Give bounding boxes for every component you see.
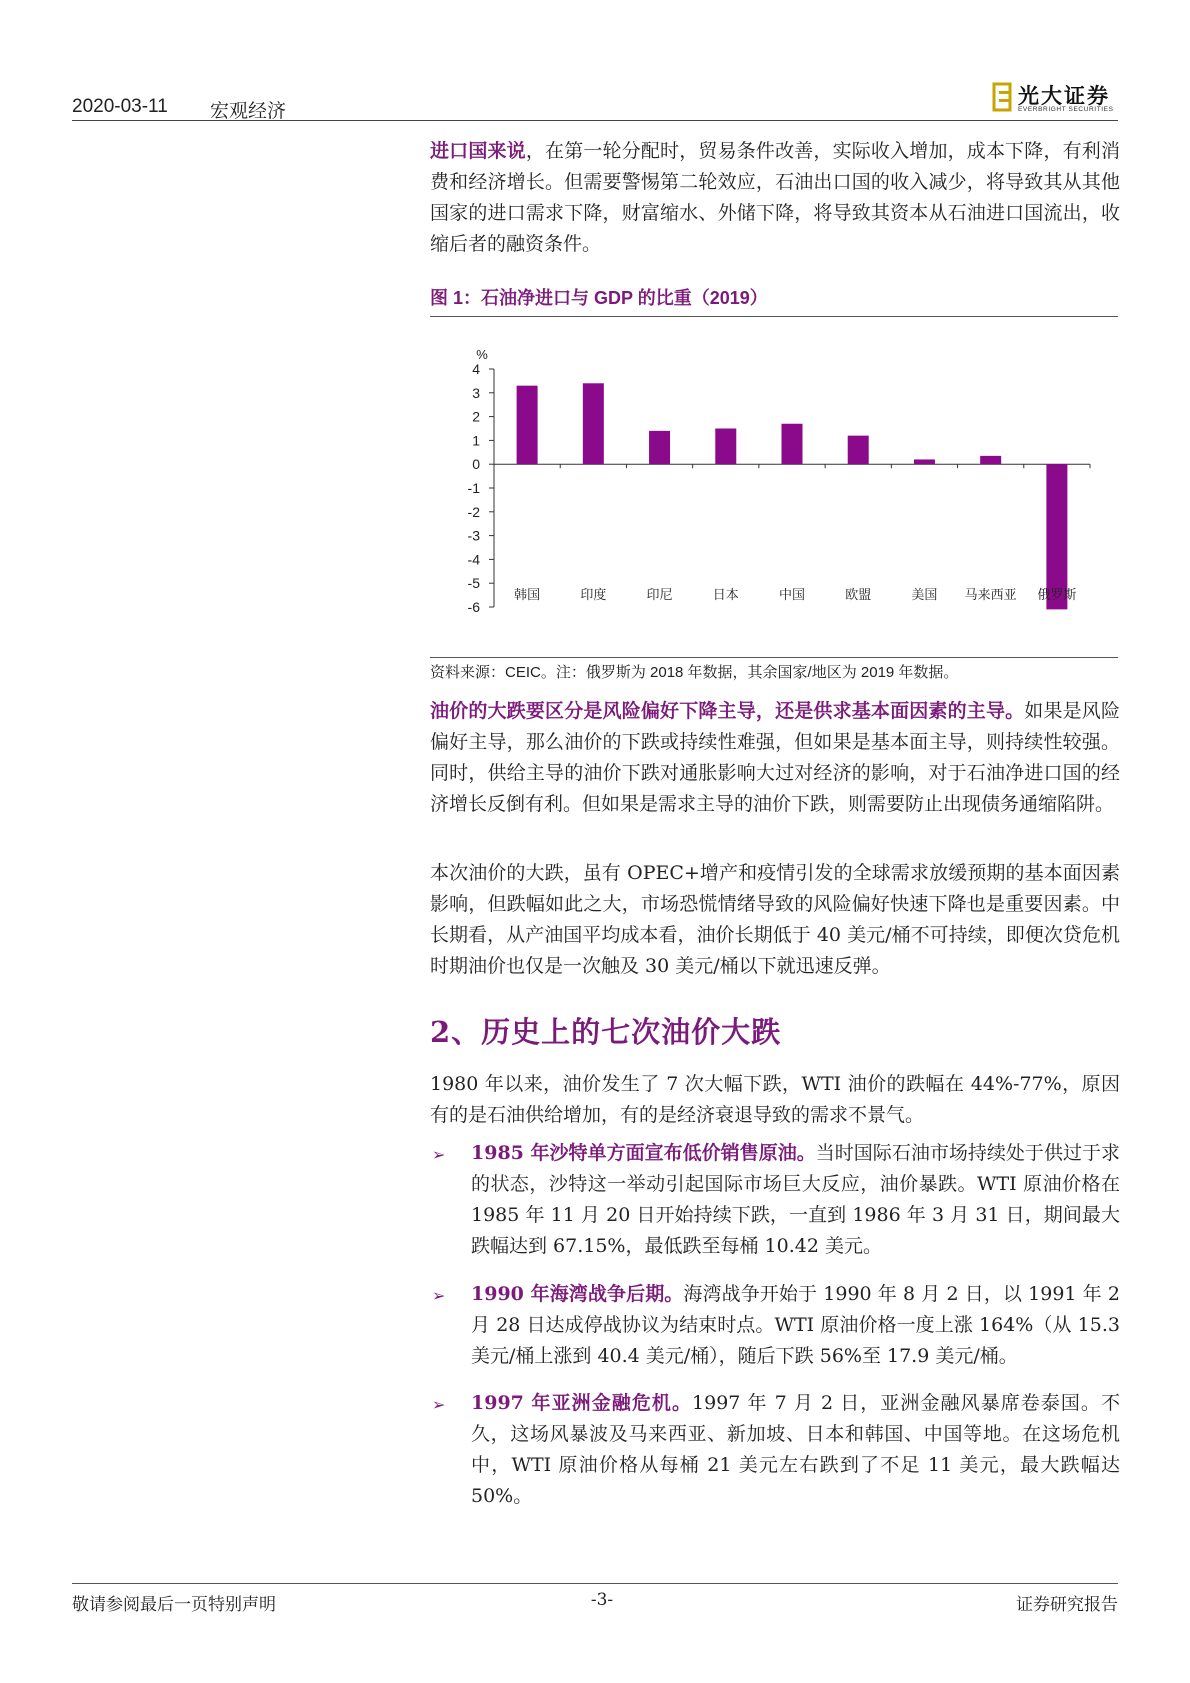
footer-disclaimer: 敬请参阅最后一页特别声明 <box>72 1595 276 1615</box>
x-category-label: 韩国 <box>514 588 541 603</box>
intro-lead: 进口国来说 <box>430 140 526 162</box>
logo-mark-icon <box>992 82 1014 112</box>
figure-source: 资料来源：CEIC。注：俄罗斯为 2018 年数据，其余国家/地区为 2019 年数据。 <box>430 664 959 681</box>
y-tick-label: -5 <box>467 575 480 592</box>
footer-divider <box>72 1583 1118 1584</box>
bar-2 <box>583 383 604 464</box>
x-category-label: 日本 <box>712 588 739 603</box>
y-tick-label: 4 <box>472 361 480 377</box>
header-divider <box>72 120 1118 121</box>
x-category-label: 印尼 <box>646 588 673 603</box>
list-item-lead: 1997 年亚洲金融危机。 <box>471 1392 693 1414</box>
y-tick-label: 0 <box>472 456 480 473</box>
figure-title: 图 1：石油净进口与 GDP 的比重（2019） <box>430 288 768 308</box>
figure-top-rule <box>430 316 1118 317</box>
intro-paragraph <box>430 136 1120 260</box>
company-logo <box>992 80 1120 116</box>
list-item-body: 1997 年 7 月 2 日，亚洲金融风暴席卷泰国。不久，这场风暴波及马来西亚、新加坡、日本和韩国、中国等地。在这场危机中，WTI 原油价格从每桶 21 美元左右跌到了不足 11 美元，最大跌幅达 50%。 <box>471 1392 1120 1507</box>
bar-1 <box>517 386 538 465</box>
bullet-arrow-icon: ➢ <box>432 1145 446 1164</box>
bar-5 <box>782 424 803 464</box>
x-category-label: 欧盟 <box>845 588 872 603</box>
bar-4 <box>715 429 736 465</box>
bar-8 <box>980 456 1001 464</box>
y-tick-label: 2 <box>472 408 480 425</box>
y-tick-label: 1 <box>472 432 480 449</box>
bullet-arrow-icon: ➢ <box>432 1286 446 1305</box>
risk-lead: 油价的大跌要区分是风险偏好下降主导，还是供求基本面因素的主导。 <box>430 700 1025 722</box>
logo-english-name: EVERBRIGHT SECURITIES <box>1018 106 1114 113</box>
list-item-body: 当时国际石油市场持续处于供过于求的状态，沙特这一举动引起国际市场巨大反应，油价暴跌。WTI 原油价格在 1985 年 11 月 20 日开始持续下跌，一直到 1986 年 3 月 31 日，期间最大跌幅达到 67.15%，最低跌至每桶 10.42 美元。 <box>471 1142 1120 1257</box>
bar-7 <box>914 459 935 464</box>
intro-body: ，在第一轮分配时，贸易条件改善，实际收入增加，成本下降，有利消费和经济增长。但需要警惕第二轮效应，石油出口国的收入减少，将导致其从其他国家的进口需求下降，财富缩水、外储下降，将导致其资本从石油进口国流出，收缩后者的融资条件。 <box>430 140 1120 255</box>
y-tick-label: -6 <box>467 599 480 615</box>
bar-3 <box>649 431 670 464</box>
y-axis-unit: % <box>476 347 488 362</box>
figure-bottom-rule <box>430 657 1118 658</box>
logo-chinese-name: 光大证券 <box>1018 83 1110 108</box>
report-section: 宏观经济 <box>210 100 287 122</box>
list-item-lead: 1990 年海湾战争后期。 <box>471 1283 684 1305</box>
page-number: -3- <box>590 1590 614 1610</box>
x-category-label: 马来西亚 <box>964 588 1017 603</box>
y-tick-label: -3 <box>467 527 480 544</box>
y-tick-label: -4 <box>467 551 480 568</box>
list-item <box>471 1279 1120 1372</box>
list-item-lead: 1985 年沙特单方面宣布低价销售原油。 <box>471 1142 816 1164</box>
section-heading: 2、历史上的七次油价大跌 <box>430 1015 782 1049</box>
risk-paragraph <box>430 696 1120 820</box>
list-item <box>471 1388 1120 1512</box>
y-tick-label: -2 <box>467 503 480 520</box>
y-tick-label: -1 <box>467 480 480 496</box>
x-category-label: 中国 <box>778 588 806 603</box>
current-drop-paragraph: 本次油价的大跌，虽有 OPEC+增产和疫情引发的全球需求放缓预期的基本面因素影响，但跌幅如此之大，市场恐慌情绪导致的风险偏好快速下降也是重要因素。中长期看，从产油国平均成本看，油价长期低于 40 美元/桶不可持续，即便次贷危机时期油价也仅是一次触及 30 美元/桶以下就迅速反弹。 <box>430 862 1120 977</box>
bullet-arrow-icon: ➢ <box>432 1395 446 1414</box>
list-item <box>471 1138 1120 1262</box>
oil-import-gdp-chart <box>430 340 1120 655</box>
x-category-label: 印度 <box>580 588 607 603</box>
y-tick-label: 3 <box>472 384 480 401</box>
list-item-body: 海湾战争开始于 1990 年 8 月 2 日，以 1991 年 2 月 28 日达成停战协议为结束时点。WTI 原油价格一度上涨 164%（从 15.3 美元/桶上涨到 40.4 美元/桶），随后下跌 56%至 17.9 美元/桶。 <box>471 1283 1120 1367</box>
x-category-label: 美国 <box>911 588 938 603</box>
section-intro: 1980 年以来，油价发生了 7 次大幅下跌，WTI 油价的跌幅在 44%-77%，原因有的是石油供给增加，有的是经济衰退导致的需求不景气。 <box>430 1073 1120 1126</box>
x-category-label: 俄罗斯 <box>1037 588 1077 603</box>
footer-report-type: 证券研究报告 <box>1016 1595 1118 1615</box>
risk-body: 如果是风险偏好主导，那么油价的下跌或持续性难强，但如果是基本面主导，则持续性较强。同时，供给主导的油价下跌对通胀影响大过对经济的影响，对于石油净进口国的经济增长反倒有利。但如果是需求主导的油价下跌，则需要防止出现债务通缩陷阱。 <box>430 700 1120 815</box>
bar-6 <box>848 436 869 465</box>
report-date: 2020-03-11 <box>72 96 168 117</box>
